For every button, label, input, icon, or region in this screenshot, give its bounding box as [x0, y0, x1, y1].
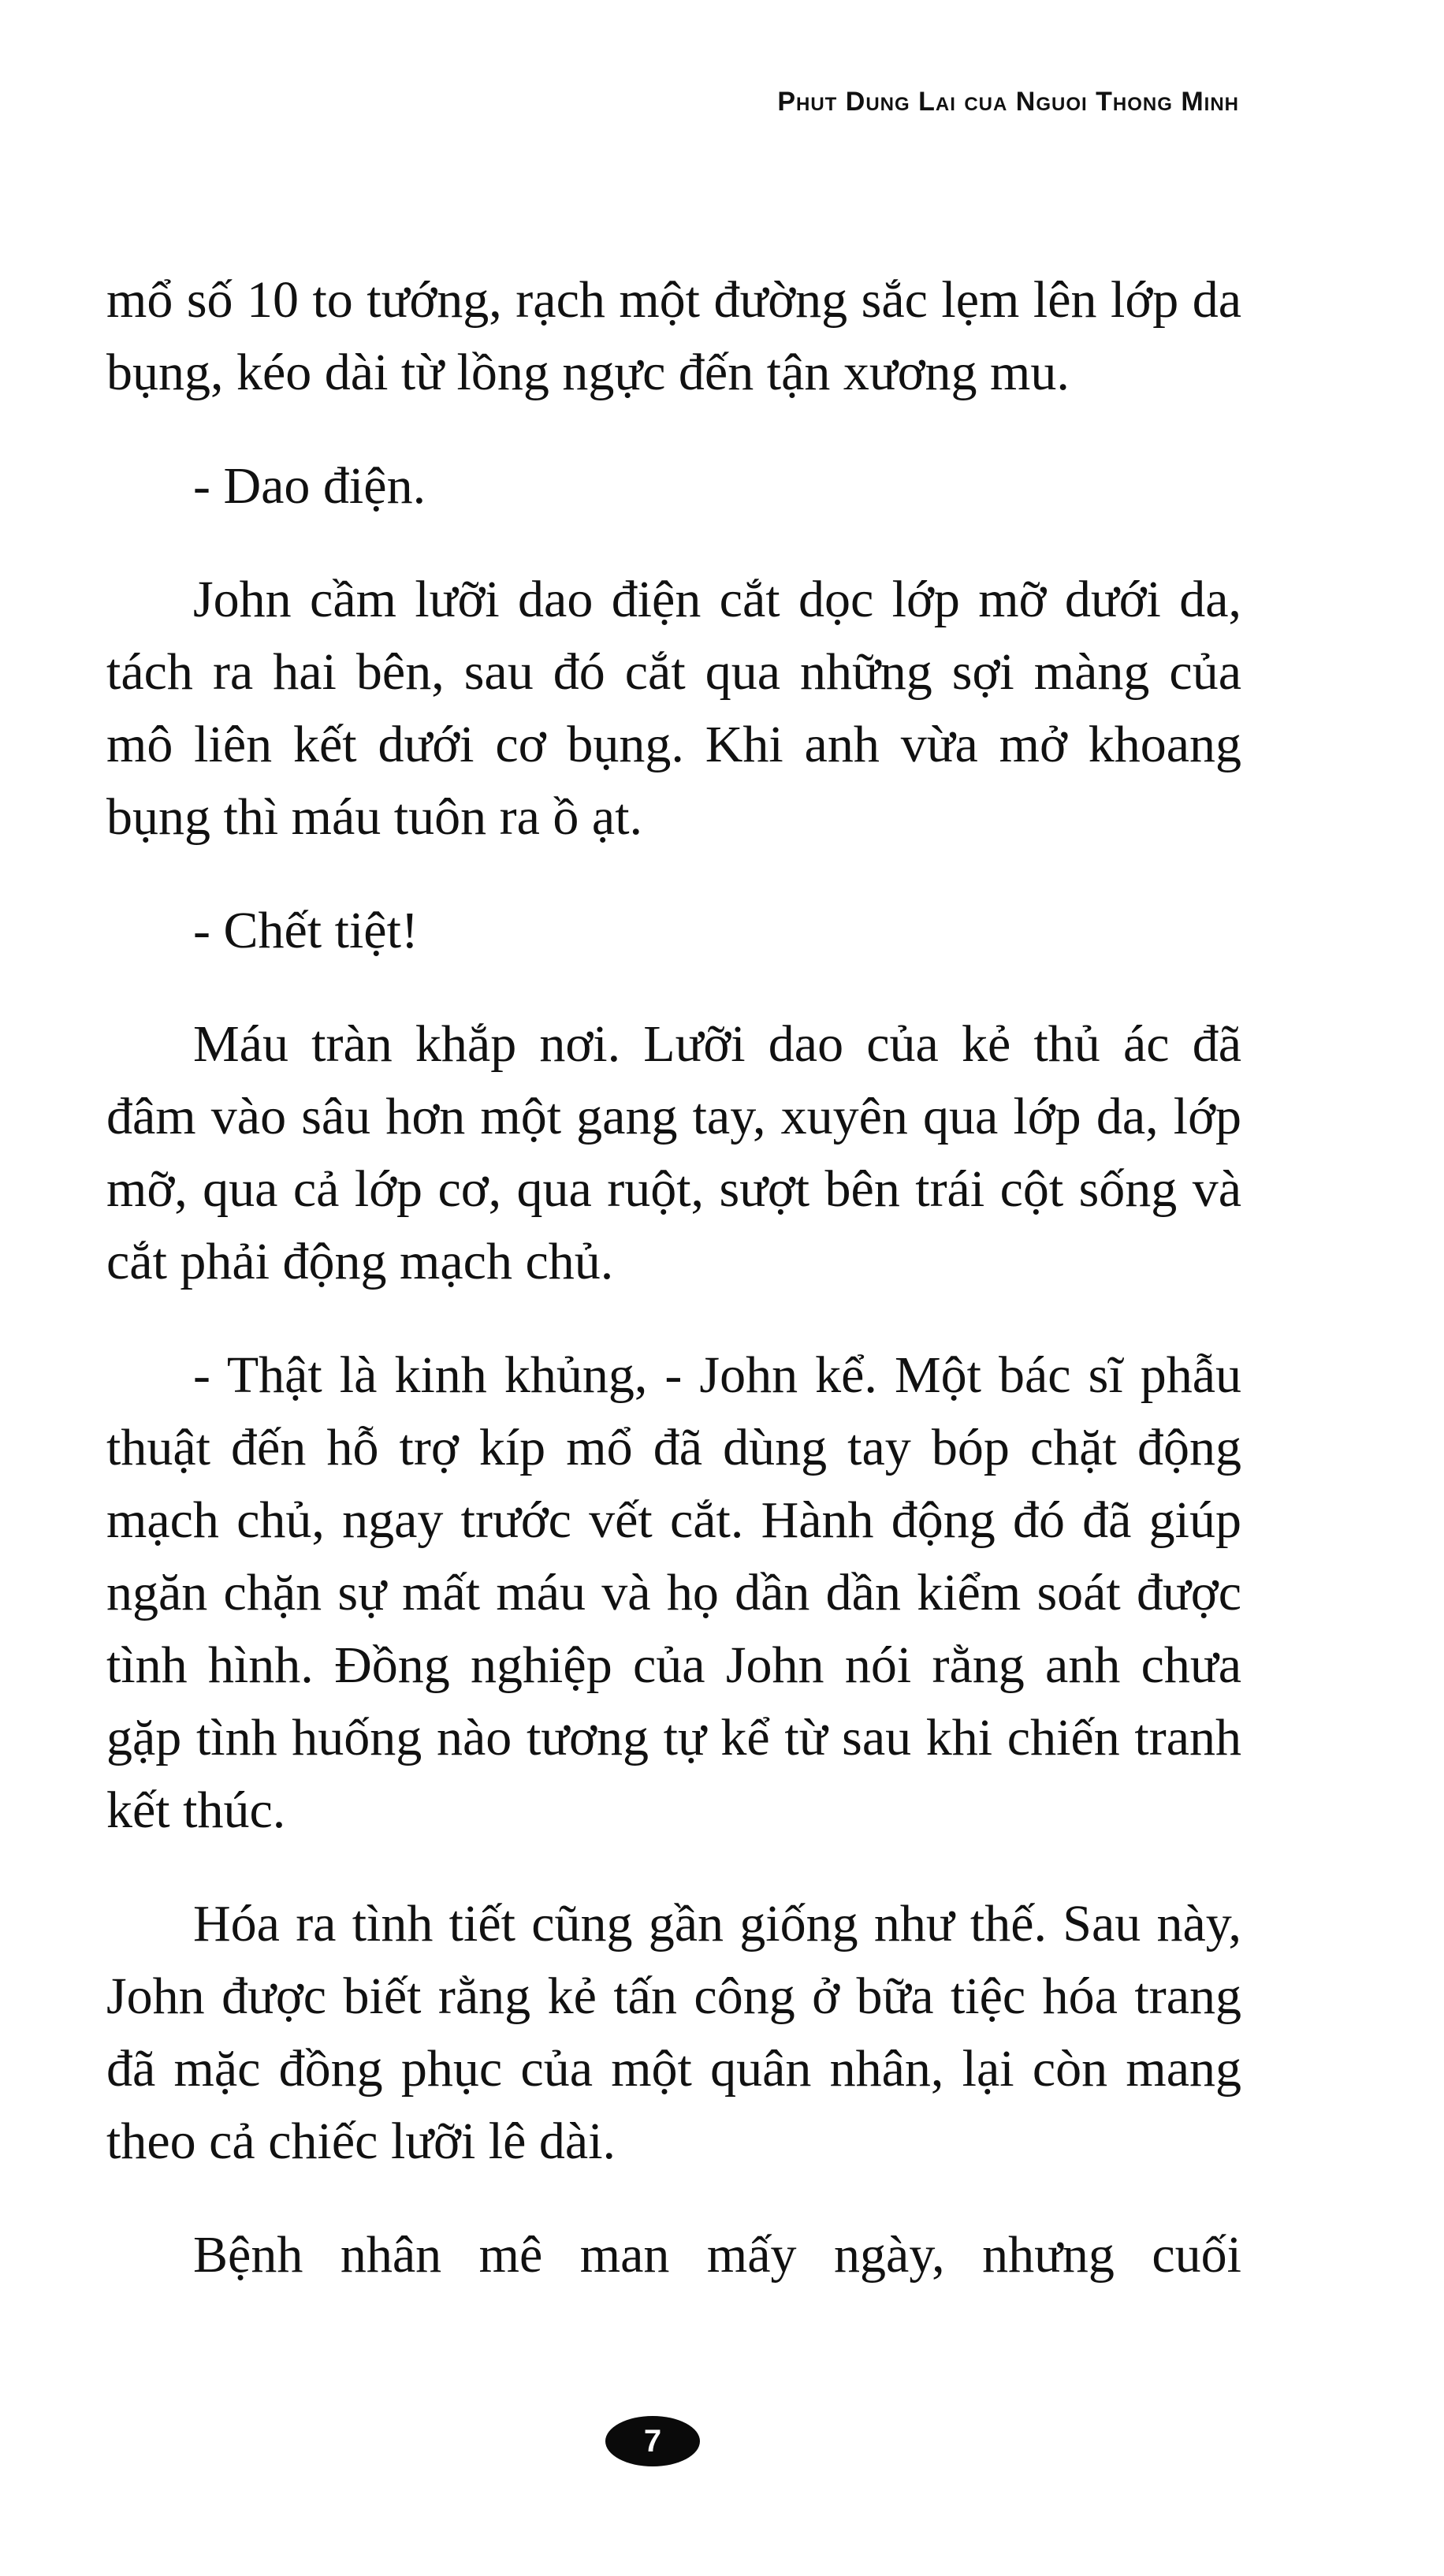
- body-text: [106, 264, 1241, 2332]
- paragraph: Máu tràn khắp nơi. Lưỡi dao của kẻ thủ ác đã đâm vào sâu hơn một gang tay, xuyên qua lớp da, lớp mỡ, qua cả lớp cơ, qua ruột, sượt bên trái cột sống và cắt phải động mạch chủ.: [106, 1015, 1241, 1290]
- paragraph: Hóa ra tình tiết cũng gần giống như thế. Sau này, John được biết rằng kẻ tấn công ở bữa tiệc hóa trang đã mặc đồng phục của một quân nhân, lại còn mang theo cả chiếc lưỡi lê dài.: [106, 1895, 1241, 2170]
- paragraph-dialogue: - Thật là kinh khủng, - John kể. Một bác sĩ phẫu thuật đến hỗ trợ kíp mổ đã dùng tay bóp chặt động mạch chủ, ngay trước vết cắt. Hành động đó đã giúp ngăn chặn sự mất máu và họ dần dần kiểm soát được tình hình. Đồng nghiệp của John nói rằng anh chưa gặp tình huống nào tương tự kể từ sau khi chiến tranh kết thúc.: [106, 1346, 1241, 1839]
- paragraph-continuation: mổ số 10 to tướng, rạch một đường sắc lẹm lên lớp da bụng, kéo dài từ lồng ngực đến tận xương mu.: [106, 271, 1241, 401]
- page-number-badge: 7: [605, 2416, 700, 2466]
- paragraph-dialogue: - Dao điện.: [193, 457, 426, 515]
- paragraph: John cầm lưỡi dao điện cắt dọc lớp mỡ dưới da, tách ra hai bên, sau đó cắt qua những sợi màng của mô liên kết dưới cơ bụng. Khi anh vừa mở khoang bụng thì máu tuôn ra ồ ạt.: [106, 571, 1241, 846]
- paragraph-continued: Bệnh nhân mê man mấy ngày, nhưng cuối: [193, 2226, 1241, 2284]
- paragraph-dialogue: - Chết tiệt!: [193, 902, 419, 959]
- running-header: Phut Dung Lai cua Nguoi Thong Minh: [777, 87, 1239, 117]
